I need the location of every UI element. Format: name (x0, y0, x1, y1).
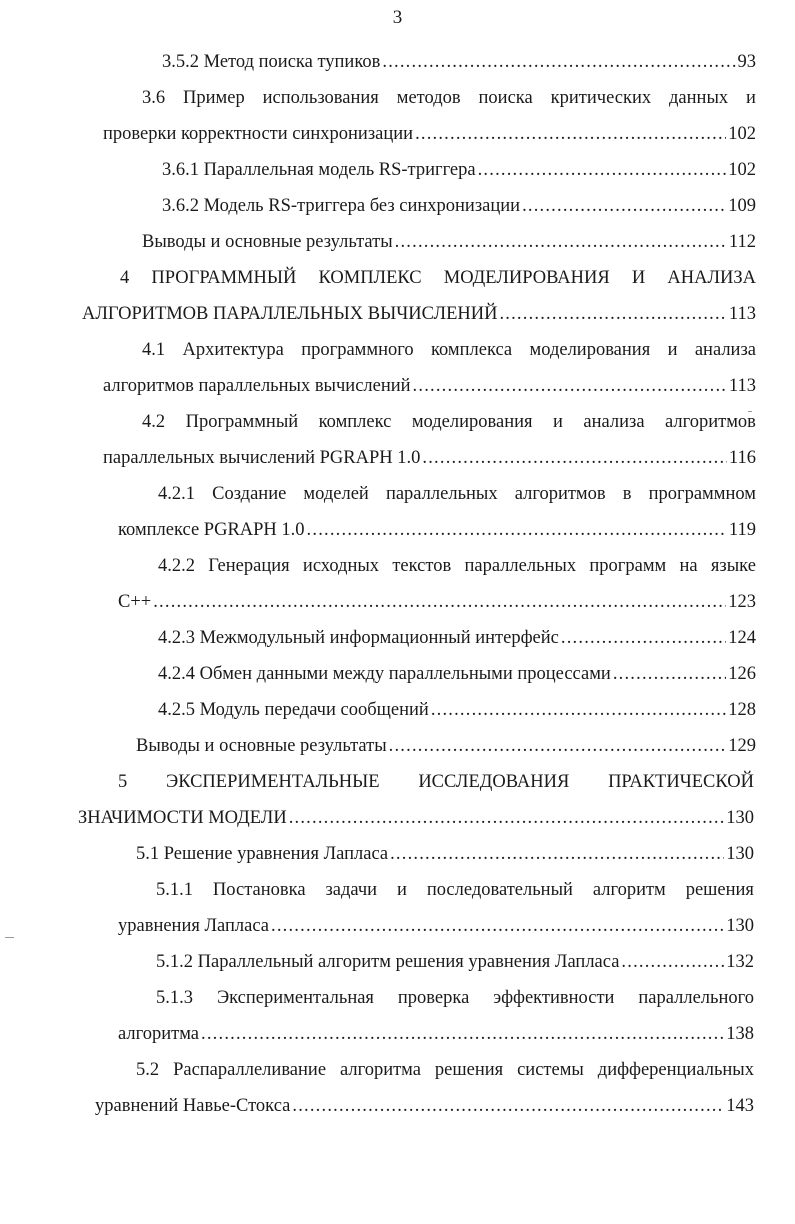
toc-word: МОДЕЛИРОВАНИЯ (443, 268, 610, 288)
toc-page-number: 130 (726, 844, 754, 864)
toc-word: параллельного (638, 988, 754, 1008)
toc-page-number: 109 (728, 196, 756, 216)
toc-word: Генерация (208, 556, 290, 576)
toc-word: алгоритм (592, 880, 666, 900)
dot-leader (382, 49, 735, 75)
scan-mark (748, 411, 752, 412)
toc-line (136, 1057, 754, 1083)
toc-page-number: 123 (728, 592, 756, 612)
toc-line-last (118, 1021, 754, 1047)
dot-leader (499, 301, 726, 327)
toc-word: параллельных (385, 484, 498, 504)
toc-entry-title: 5.1 Решение уравнения Лапласа (136, 844, 389, 864)
toc-line (120, 265, 756, 291)
toc-entry-title: C++ (118, 592, 152, 612)
toc-word: ЭКСПЕРИМЕНТАЛЬНЫЕ (166, 772, 380, 792)
page-number: 3 (392, 7, 403, 28)
toc-page-number: 130 (726, 916, 754, 936)
toc-word: критических (550, 88, 652, 108)
toc-word: КОМПЛЕКС (318, 268, 422, 288)
toc-word: методов (396, 88, 461, 108)
toc-page-number: 138 (726, 1024, 754, 1044)
toc-entry-title: уравнений Навье-Стокса (95, 1096, 291, 1116)
toc-entry-title: алгоритма (118, 1024, 200, 1044)
toc-line-last (82, 301, 756, 327)
toc-line-last (78, 805, 754, 831)
toc-word: 4.2.2 (158, 556, 195, 576)
toc-line-last (158, 661, 756, 687)
toc-line (158, 553, 756, 579)
toc-word: алгоритмов (514, 484, 606, 504)
toc-word: использования (262, 88, 379, 108)
toc-line-last (118, 517, 756, 543)
toc-word: 4.2 (142, 412, 166, 432)
toc-word: проверка (397, 988, 470, 1008)
toc-word: системы (517, 1060, 584, 1080)
toc-word: анализа (583, 412, 645, 432)
dot-leader (389, 733, 727, 759)
toc-page-number: 102 (728, 124, 756, 144)
dot-leader (390, 841, 724, 867)
toc-word: задачи (325, 880, 378, 900)
toc-page-number: 124 (728, 628, 756, 648)
toc-line-last (118, 589, 756, 615)
toc-word: и (746, 88, 756, 108)
toc-entry-title: Выводы и основные результаты (136, 736, 387, 756)
toc-word: АНАЛИЗА (667, 268, 756, 288)
dot-leader (422, 445, 727, 471)
toc-page-number: 130 (726, 808, 754, 828)
toc-line (142, 337, 756, 363)
dot-leader (289, 805, 725, 831)
toc-line (118, 769, 754, 795)
toc-entry-title: параллельных вычислений PGRAPH 1.0 (103, 448, 421, 468)
toc-line (156, 985, 754, 1011)
toc-line-last (158, 697, 756, 723)
toc-entry-title: 5.1.2 Параллельный алгоритм решения уравнения Лапласа (156, 952, 620, 972)
toc-entry-title: ЗНАЧИМОСТИ МОДЕЛИ (78, 808, 287, 828)
toc-word: ИССЛЕДОВАНИЯ (418, 772, 570, 792)
toc-word: алгоритмов (665, 412, 756, 432)
toc-word: ПРАКТИЧЕСКОЙ (608, 772, 754, 792)
scan-mark (5, 937, 14, 938)
dot-leader (431, 697, 726, 723)
toc-page-number: 143 (726, 1096, 754, 1116)
toc-word: и (667, 340, 678, 360)
toc-word: эффективности (493, 988, 615, 1008)
toc-entry-title: 3.6.2 Модель RS-триггера без синхронизации (162, 196, 521, 216)
toc-entry-title: комплексе PGRAPH 1.0 (118, 520, 305, 540)
toc-word: программного (301, 340, 414, 360)
toc-page-number: 126 (728, 664, 756, 684)
dot-leader (415, 121, 726, 147)
toc-word: решения (685, 880, 754, 900)
toc-word: 4 (120, 268, 130, 288)
toc-line-last (162, 49, 756, 75)
dot-leader (153, 589, 726, 615)
toc-line (142, 409, 756, 435)
toc-word: параллельных (464, 556, 577, 576)
toc-page-number: 113 (728, 376, 756, 396)
toc-entry-title: 3.6.1 Параллельная модель RS-триггера (162, 160, 476, 180)
dot-leader (613, 661, 726, 687)
toc-line-last (103, 121, 756, 147)
toc-entry-title: 4.2.4 Обмен данными между параллельными процессами (158, 664, 611, 684)
toc-word: Архитектура (182, 340, 284, 360)
toc-page-number: 128 (728, 700, 756, 720)
toc-entry-title: 4.2.5 Модуль передачи сообщений (158, 700, 429, 720)
toc-page-number: 129 (728, 736, 756, 756)
toc-word: последовательный (426, 880, 573, 900)
toc-word: моделирования (529, 340, 651, 360)
toc-word: данных (669, 88, 729, 108)
toc-word: комплекс (318, 412, 392, 432)
toc-line-last (136, 733, 756, 759)
toc-page-number: 102 (728, 160, 756, 180)
toc-word: дифференциальных (597, 1060, 754, 1080)
toc-page-number: 93 (737, 52, 756, 72)
toc-word: Создание (212, 484, 287, 504)
dot-leader (478, 157, 727, 183)
toc-line (156, 877, 754, 903)
toc-page-number: 112 (728, 232, 756, 252)
toc-line-last (103, 373, 756, 399)
toc-word: 3.6 (142, 88, 166, 108)
toc-word: комплекса (430, 340, 513, 360)
toc-word: 5.1.1 (156, 880, 193, 900)
toc-word: алгоритма (339, 1060, 421, 1080)
toc-line-last (95, 1093, 754, 1119)
toc-page-number: 119 (728, 520, 756, 540)
toc-word: поиска (478, 88, 533, 108)
dot-leader (307, 517, 727, 543)
dot-leader (271, 913, 724, 939)
toc-word: 4.1 (142, 340, 166, 360)
toc-word: программном (648, 484, 756, 504)
toc-entry-title: АЛГОРИТМОВ ПАРАЛЛЕЛЬНЫХ ВЫЧИСЛЕНИЙ (82, 304, 498, 324)
toc-entry-title: Выводы и основные результаты (142, 232, 393, 252)
toc-word: ПРОГРАММНЫЙ (151, 268, 297, 288)
toc-word: И (631, 268, 646, 288)
toc-word: моделирования (411, 412, 533, 432)
dot-leader (201, 1021, 724, 1047)
dot-leader (292, 1093, 724, 1119)
toc-word: Программный (185, 412, 299, 432)
toc-line-last (162, 157, 756, 183)
toc-line-last (142, 229, 756, 255)
toc-word: 5.2 (136, 1060, 160, 1080)
toc-word: моделей (303, 484, 369, 504)
toc-word: текстов (392, 556, 452, 576)
toc-page-number: 116 (728, 448, 756, 468)
toc-word: 4.2.1 (158, 484, 195, 504)
toc-line-last (162, 193, 756, 219)
dot-leader (413, 373, 727, 399)
toc-word: 5.1.3 (156, 988, 193, 1008)
toc-line-last (103, 445, 756, 471)
toc-line-last (136, 841, 754, 867)
toc-word: исходных (302, 556, 380, 576)
toc-entry-title: проверки корректности синхронизации (103, 124, 414, 144)
toc-page-number: 132 (726, 952, 754, 972)
toc-word: решения (434, 1060, 504, 1080)
toc-line-last (118, 913, 754, 939)
toc-word: анализа (694, 340, 756, 360)
toc-word: Пример (183, 88, 245, 108)
toc-entry-title: алгоритмов параллельных вычислений (103, 376, 411, 396)
toc-entry-title: 4.2.3 Межмодульный информационный интерфейс (158, 628, 559, 648)
toc-word: 5 (118, 772, 128, 792)
toc-line-last (156, 949, 754, 975)
dot-leader (561, 625, 726, 651)
toc-entry-title: 3.5.2 Метод поиска тупиков (162, 52, 381, 72)
toc-page-number: 113 (728, 304, 756, 324)
toc-word: и (396, 880, 407, 900)
toc-entry-title: уравнения Лапласа (118, 916, 269, 936)
toc-word: в (622, 484, 632, 504)
dot-leader (395, 229, 727, 255)
toc-line (158, 481, 756, 507)
toc-line-last (158, 625, 756, 651)
dot-leader (621, 949, 724, 975)
toc-word: и (553, 412, 563, 432)
toc-word: на (679, 556, 698, 576)
toc-word: языке (710, 556, 756, 576)
toc-line (142, 85, 756, 111)
toc-word: Экспериментальная (216, 988, 374, 1008)
dot-leader (522, 193, 726, 219)
toc-word: Постановка (212, 880, 306, 900)
toc-word: программ (589, 556, 667, 576)
toc-word: Распараллеливание (173, 1060, 327, 1080)
